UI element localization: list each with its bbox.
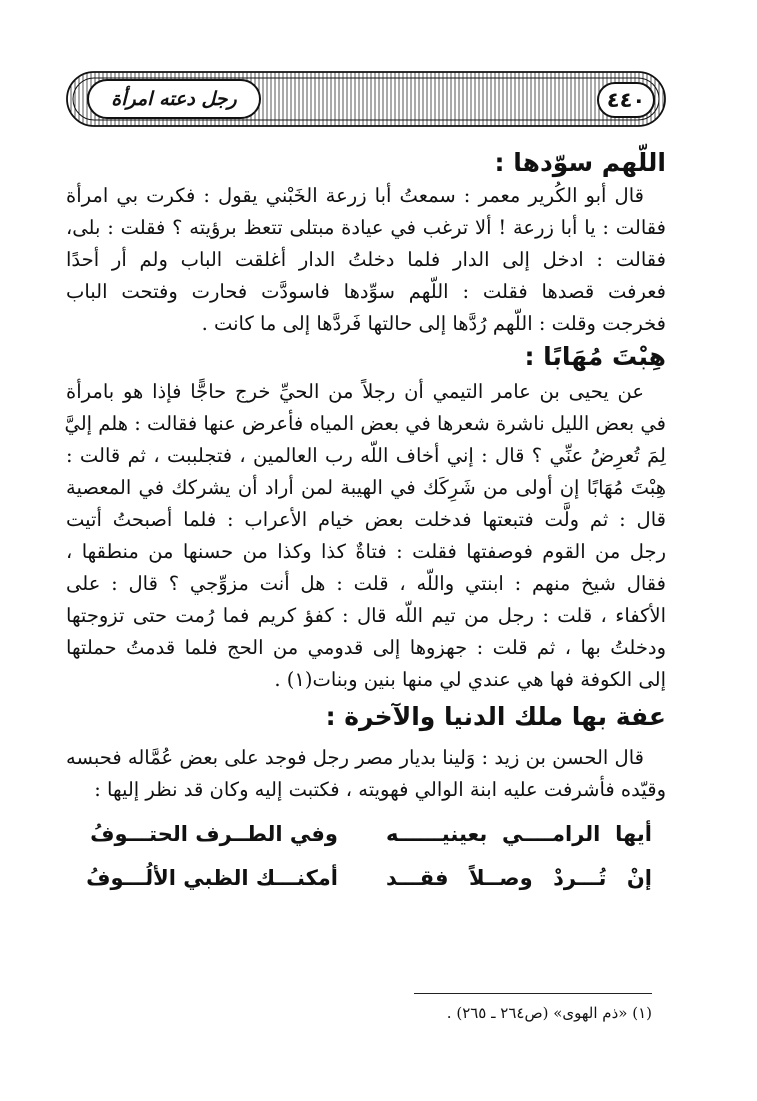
text-line: فقال شيخ منهم : ابنتي واللّه ، قلت : هل أنت مزوِّجي ؟ قال : على: [66, 572, 666, 595]
running-title: رجل دعته امرأة: [111, 88, 237, 110]
text-line: قال أبو الكُرير معمر : سمعتُ أبا زرعة الخَبْني يقول : فكرت بي امرأة: [66, 184, 644, 207]
text-line: الأكفاء ، قلت : رجل من تيم اللّه قال : كفؤ كريم فما رُمت حتى تزوجتها: [66, 604, 666, 627]
text-line: عن يحيى بن عامر التيمي أن رجلاً من الحيِّ خرج حاجًّا فإذا هو بامرأة: [66, 380, 644, 403]
text-line: فقالت : يا أبا زرعة ! ألا ترغب في عيادة مبتلى تتعظ برؤيته ؟ فقلت : بلى،: [66, 216, 666, 239]
footnote-divider: [414, 993, 652, 994]
text-line: فعرفت قصدها فقلت : اللّهم سوِّدها فاسودَّت فحارت وفتحت الباب: [66, 280, 666, 303]
text-line: وقيّده فأشرفت عليه ابنة الوالي فهويته ، فكتبت إليه وكان قد نظر إليها :: [94, 778, 666, 801]
text-line: رجل من القوم فوصفتها فقلت : فتاةٌ كذا وكذا من حسنها من منطقها ،: [66, 540, 666, 563]
text-line: فقالت : ادخل إلى الدار فلما دخلتُ الدار أغلقت الباب ولم أر أحدًا: [66, 248, 666, 271]
section-heading-2: هِبْتَ مُهَابًا :: [524, 342, 666, 371]
footnote: (١) «ذم الهوى» (ص٢٦٤ ـ ٢٦٥) .: [446, 1004, 652, 1022]
text-line: لِمَ تُعرِضُ عنِّي ؟ قال : إني أخاف اللّه رب العالمين ، فتجلببت ، ثم قالت :: [66, 444, 666, 467]
verse-1-second-hemistich: وفي الطــرف الحتـــوفُ: [90, 822, 338, 846]
verse-2-second-hemistich: أمكنـــك الظبي الألُـــوفُ: [86, 866, 338, 890]
section-heading-1: اللّهم سوّدها :: [494, 148, 666, 177]
text-line: هِبْتَ مُهَابًا إن أولى من شَرِكَك في الهيبة لمن أراد أن يشركك في المعصية: [66, 476, 666, 499]
text-line: فخرجت وقلت : اللّهم رُدَّها إلى حالتها فَردَّها إلى ما كانت .: [201, 312, 666, 335]
page-number: ٤٤٠: [606, 88, 646, 112]
text-line: إلى الكوفة فها هي عندي لي منها بنين وبنات(١) .: [274, 668, 666, 691]
verse-2-first-hemistich: إنْ تُـــردْ وصــلاً فقـــد: [386, 866, 652, 890]
text-line: قال : ثم ولَّت فتبعتها فدخلت بعض خيام الأعراب : فلما أصبحتُ أتيت: [66, 508, 666, 531]
text-line: ودخلتُ بها ، ثم قلت : جهزوها إلى قدومي من الحج فلما قدمتُ حملتها: [66, 636, 666, 659]
verse-1-first-hemistich: أيها الرامــــي بعينيــــــه: [386, 822, 652, 846]
text-line: في بعض الليل ناشرة شعرها في بعض المياه فأعرض عنها فقالت : هلم إليَّ: [64, 412, 666, 435]
text-line: قال الحسن بن زيد : وَلينا بديار مصر رجل فوجد على بعض عُمَّاله فحبسه: [66, 746, 644, 769]
section-heading-3: عفة بها ملك الدنيا والآخرة :: [325, 702, 666, 731]
